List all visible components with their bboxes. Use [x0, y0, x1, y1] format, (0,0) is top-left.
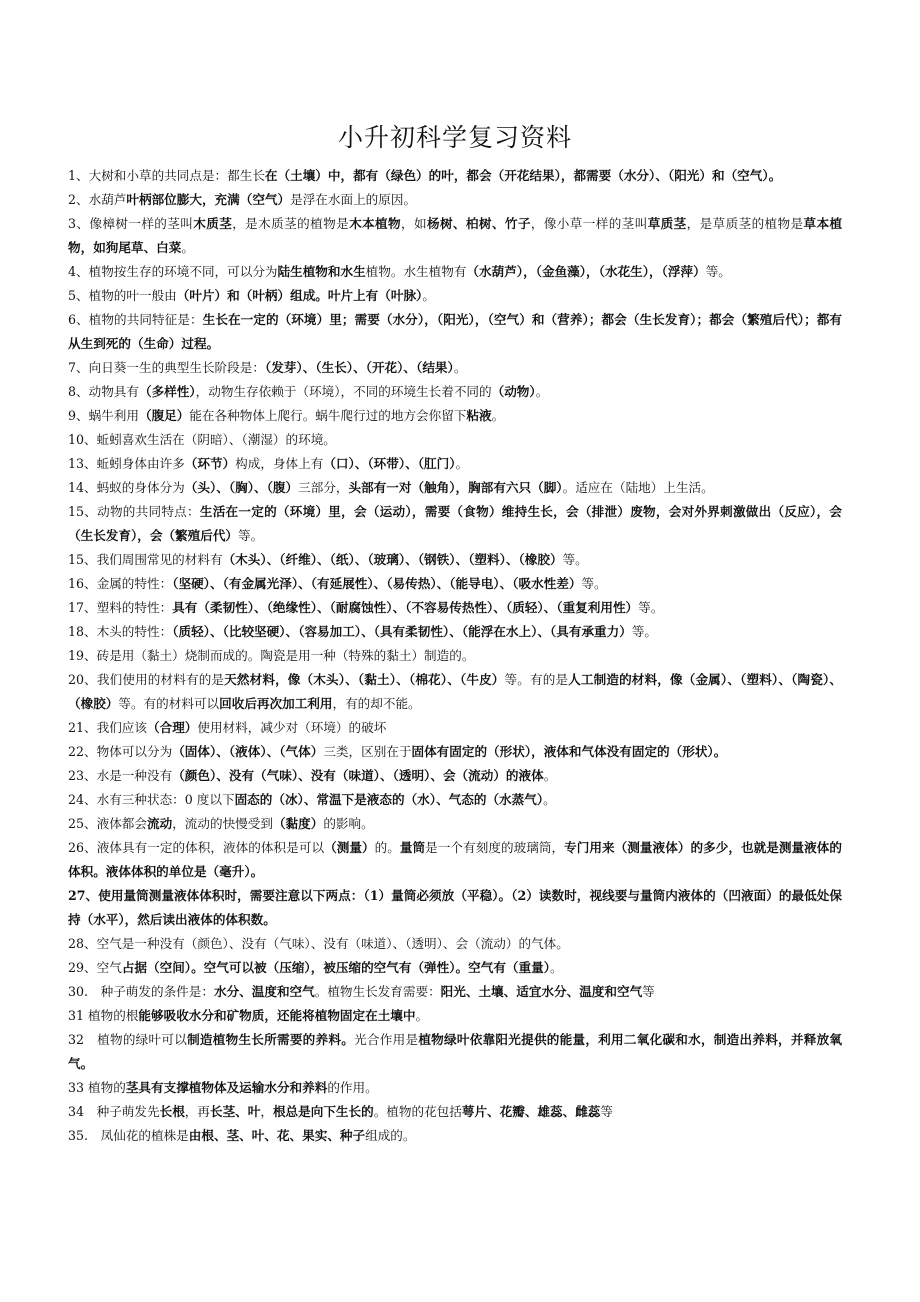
review-item [68, 452, 842, 476]
item-text: 。 [491, 408, 505, 423]
item-text: 26、液体具有一定的体积，液体的体积是可以 [68, 840, 325, 855]
item-text: 8、动物具有 [68, 384, 139, 399]
item-text: 1、大树和小草的共同点是：都生长 [68, 168, 265, 183]
key-point-text: 具有（柔韧性）、（绝缘性）、（耐腐蚀性）、（不容易传热性）、（质轻）、（重复利用性） [172, 600, 639, 615]
review-item [68, 212, 842, 260]
item-text: 等。 [631, 624, 658, 639]
key-point-text: （叶片）和（叶柄）组成。叶片上有（叶脉） [176, 288, 423, 303]
review-item [68, 1100, 842, 1124]
item-text: 2、水葫芦 [68, 192, 127, 207]
review-item [68, 740, 842, 764]
item-text: 。适应在（陆地）上生活。 [562, 480, 714, 495]
item-text: ，再 [184, 1104, 210, 1119]
item-text: 。植物的花包括 [373, 1104, 462, 1119]
review-item [68, 404, 842, 428]
key-point-text: （多样性） [138, 384, 196, 399]
key-point-text: 茎具有支撑植物体及运输水分和养料 [125, 1080, 328, 1095]
review-item [68, 1076, 842, 1100]
item-text: 三部分， [298, 480, 349, 495]
key-point-text: （头）、（胸）、（腹） [184, 480, 299, 495]
review-item [68, 932, 842, 956]
key-point-text: 木本植物 [349, 216, 401, 231]
key-point-text: 陆生植物和水生 [277, 264, 366, 279]
key-point-text: （水葫芦），（金鱼藻），（水花生），（浮萍） [466, 264, 706, 279]
item-text: 等。有的材料可以 [118, 696, 220, 711]
key-point-text: 27、使用量筒测量液体体积时，需要注意以下两点：（1）量筒必须放（平稳）。（2）读数时，视线要与量筒内液体的（凹液面）的最低处保持（水平），然后读出液体的体积数。 [68, 888, 842, 927]
review-item [68, 980, 842, 1004]
item-text: ，流动的快慢受到 [172, 816, 273, 831]
key-point-text: 人工制造的材料，像（金属）、（塑料）、（陶瓷）、（橡胶） [68, 672, 842, 711]
review-item [68, 548, 842, 572]
item-text: 30. 种子萌发的条件是： [68, 984, 214, 999]
item-text: 是浮在水面上的原因。 [290, 192, 417, 207]
key-point-text: （腹足） [138, 408, 190, 423]
key-point-text: 固态的（冰）、常温下是液态的（水）、气态的（水蒸气） [234, 792, 544, 807]
item-text: 25、液体都会 [68, 816, 147, 831]
item-text: 构成，身体上有 [235, 456, 324, 471]
review-item [68, 476, 842, 500]
key-point-text: （黏度） [272, 816, 324, 831]
item-text: ，是草质茎的植物是 [686, 216, 804, 231]
item-text: ，有的却不能。 [332, 696, 421, 711]
review-item [68, 884, 842, 932]
key-point-text: 专门用来（测量液体）的多少，也就是测量液体的体积。液体体积的单位是（毫升）。 [68, 840, 843, 879]
item-text: 4、植物按生存的环境不同，可以分为 [68, 264, 278, 279]
item-text: 。 [455, 456, 469, 471]
item-text: 34 种子萌发先 [68, 1104, 160, 1119]
item-text: 14、蚂蚁的身体分为 [68, 480, 185, 495]
item-text: ，像小草一样的茎叫 [530, 216, 648, 231]
item-text: 35. 凤仙花的植株是 [68, 1128, 189, 1143]
review-item [68, 764, 842, 788]
item-text: 18、木头的特性： [68, 624, 173, 639]
key-point-text: 水分、温度和空气 [213, 984, 315, 999]
review-item [68, 788, 842, 812]
key-point-text: 头部有一对（触角），胸部有六只（脚） [348, 480, 563, 495]
item-text: ，如 [401, 216, 427, 231]
key-point-text: 粘液 [466, 408, 492, 423]
key-point-text: （颜色）、没有（气味）、没有（味道）、（透明）、会（流动）的液体 [172, 768, 544, 783]
key-point-text: 由根、茎、叶、花、果实、种子 [188, 1128, 366, 1143]
key-point-text: 生活在一定的（环境）里，会（运动），需要（食物）维持生长，会（排泄）废物，会对外界刺激做出（反应），会（生长发育），会（繁殖后代） [68, 504, 842, 543]
review-item [68, 188, 842, 212]
page-title: 小升初科学复习资料 [337, 123, 572, 152]
review-item [68, 572, 842, 596]
review-item [68, 356, 842, 380]
review-item [68, 164, 842, 188]
key-point-text: 制造植物生长所需要的养料。 [187, 1032, 355, 1047]
review-item [68, 620, 842, 644]
item-text: 15、我们周围常见的材料有 [68, 552, 223, 567]
item-text: 23、水是一种没有 [68, 768, 173, 783]
key-point-text: 天然材料，像（木头）、（黏土）、（棉花）、（牛皮） [224, 672, 505, 687]
item-text: 能在各种物体上爬行。蜗牛爬行过的地方会你留下 [189, 408, 467, 423]
item-text: 等 [600, 1104, 613, 1119]
review-item [68, 644, 842, 668]
item-text: 20、我们使用的材料有的是 [68, 672, 225, 687]
key-point-text: 回收后再次加工利用 [219, 696, 333, 711]
item-text: 。植物生长发育需要： [314, 984, 441, 999]
key-point-text: 草本植物，如狗尾草、白菜 [68, 216, 843, 255]
review-item [68, 668, 842, 716]
key-point-text: （发芽）、（生长）、（开花）、（结果） [264, 360, 454, 375]
item-text: 。 [543, 792, 556, 807]
item-text: 等。 [705, 264, 731, 279]
item-text: 三类，区别在于 [323, 744, 412, 759]
key-point-text: （测量） [324, 840, 375, 855]
key-point-text: （木头）、（纤维）、（纸）、（玻璃）、（钢铁）、（塑料）、（橡胶） [222, 552, 563, 567]
item-text: 7、向日葵一生的典型生长阶段是： [68, 360, 265, 375]
review-item [68, 308, 842, 356]
item-text: 19、砖是用（黏土）烧制而成的。陶瓷是用一种（特殊的黏土）制造的。 [68, 648, 475, 663]
review-item [68, 428, 842, 452]
key-point-text: 根总是向下生长的 [272, 1104, 374, 1119]
item-text: 13、蚯蚓身体由许多 [68, 456, 185, 471]
review-item [68, 260, 842, 284]
key-point-text: 木质茎 [193, 216, 233, 231]
key-point-text: 在（土壤）中，都有（绿色）的叶，都会（开花结果），都需要（水分）、（阳光）和（空气）。 [264, 168, 782, 183]
key-point-text: 固体有固定的（形状），液体和气体没有固定的（形状）。 [411, 744, 727, 759]
item-text: 33 植物的 [68, 1080, 126, 1095]
item-text: 的影响。 [323, 816, 374, 831]
item-text: 的。 [374, 840, 400, 855]
item-text: 。 [543, 768, 557, 783]
item-text: 21、我们应该 [68, 720, 147, 735]
item-text: ， [260, 1104, 273, 1119]
item-text: 。 [415, 1008, 429, 1023]
item-text: 。 [453, 360, 467, 375]
review-item [68, 1004, 842, 1028]
item-text: 植物。水生植物有 [365, 264, 467, 279]
key-point-text: （合理） [147, 720, 198, 735]
key-point-text: 生长在一定的（环境）里；需要（水分），（阳光），（空气）和（营养）；都会（生长发育）；都会（繁殖后代）；都有从生到死的（生命）过程。 [68, 312, 842, 351]
review-item [68, 956, 842, 980]
item-text: 32 植物的绿叶可以 [68, 1032, 188, 1047]
review-item [68, 812, 842, 836]
key-point-text: 长茎、叶 [209, 1104, 261, 1119]
item-text: 光合作用是 [354, 1032, 419, 1047]
key-point-text: 长根 [159, 1104, 185, 1119]
item-text: 15、动物的共同特点： [68, 504, 200, 519]
key-point-text: 阳光、土壤、适宜水分、温度和空气 [440, 984, 643, 999]
key-point-text: 杨树、柏树、竹子 [426, 216, 531, 231]
item-text: 17、塑料的特性： [68, 600, 173, 615]
item-text: 29、空气 [68, 960, 122, 975]
item-text: 24、水有三种状态：0 度以下 [68, 792, 235, 807]
item-text: 。 [181, 240, 194, 255]
item-text: 组成的。 [365, 1128, 416, 1143]
key-point-text: （口）、（环带）、（肛门） [323, 456, 456, 471]
item-text: 16、金属的特性： [68, 576, 173, 591]
review-item [68, 836, 842, 884]
item-text: 是一个有刻度的玻璃筒， [425, 840, 565, 855]
item-text: 等。 [562, 552, 588, 567]
item-text: 等。 [238, 528, 264, 543]
review-item [68, 1124, 842, 1148]
key-point-text: 量筒 [399, 840, 426, 855]
key-point-text: 占据（空间）。空气可以被（压缩），被压缩的空气有（弹性）。空气有（重量） [121, 960, 550, 975]
item-text: 。 [535, 384, 549, 399]
key-point-text: 叶柄部位膨大，充满（空气） [126, 192, 291, 207]
item-text: 5、植物的叶一般由 [68, 288, 177, 303]
key-point-text: 能够吸收水分和矿物质，还能将植物固定在土壤中 [138, 1008, 416, 1023]
review-item [68, 284, 842, 308]
item-text: 的作用。 [327, 1080, 378, 1095]
review-item [68, 500, 842, 548]
review-item [68, 716, 842, 740]
key-point-text: 植物绿叶依靠阳光提供的能量，利用二氧化碳和水，制造出养料，并释放氧气。 [68, 1032, 843, 1071]
key-point-text: 萼片、花瓣、雄蕊、雌蕊 [461, 1104, 601, 1119]
key-point-text: （动物） [491, 384, 536, 399]
item-text: 等。 [581, 576, 607, 591]
item-text: 等。有的是 [504, 672, 569, 687]
item-text: 22、物体可以分为 [68, 744, 173, 759]
key-point-text: 流动 [147, 816, 173, 831]
item-text: 31 植物的根 [68, 1008, 139, 1023]
item-text: 28、空气是一种没有（颜色）、没有（气味）、没有（味道）、（透明）、会（流动）的气体。 [68, 936, 569, 951]
key-point-text: （坚硬）、（有金属光泽）、（有延展性）、（易传热）、（能导电）、（吸水性差） [172, 576, 582, 591]
item-text: 10、蚯蚓喜欢生活在（阴暗）、（潮湿）的环境。 [68, 432, 336, 447]
item-text: ，动物生存依赖于（环境），不同的环境生长着不同的 [195, 384, 492, 399]
item-text: 。 [422, 288, 435, 303]
key-point-text: （固体）、（液体）、（气体） [172, 744, 324, 759]
item-text: 3、像樟树一样的茎叫 [68, 216, 194, 231]
item-text: ，是木质茎的植物是 [232, 216, 350, 231]
item-text: 等。 [638, 600, 664, 615]
review-item [68, 1028, 842, 1076]
key-point-text: 草质茎 [647, 216, 687, 231]
item-text: 。 [550, 960, 563, 975]
review-item-list [68, 164, 842, 1148]
key-point-text: （环节） [184, 456, 236, 471]
item-text: 9、蜗牛利用 [68, 408, 139, 423]
item-text: 使用材料，减少对（环境）的破坏 [197, 720, 387, 735]
item-text: 6、植物的共同特征是： [68, 312, 203, 327]
item-text: 等 [642, 984, 655, 999]
key-point-text: （质轻）、（比较坚硬）、（容易加工）、（具有柔韧性）、（能浮在水上）、（具有承重力） [172, 624, 632, 639]
review-item [68, 380, 842, 404]
review-item [68, 596, 842, 620]
